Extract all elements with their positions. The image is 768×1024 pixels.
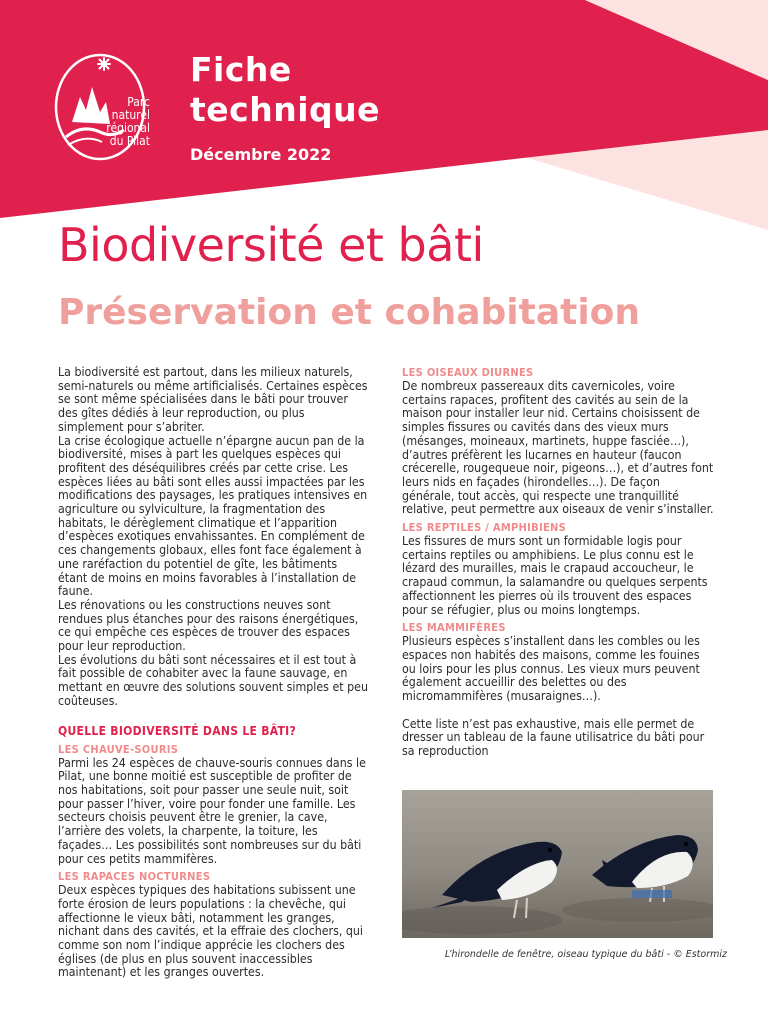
raptors-text: Deux espèces typiques des habitations subissent une forte érosion de leurs populations : la chevêche, qui affectionne le vieux bâti, notamment les granges, nichant dans des cavités, et la effraie des clochers, qui comme son nom l’indique apprécie les clochers des églises (de plus en plus souvent inaccessibles maintenant) et les granges ouvertes. bbox=[58, 883, 363, 980]
closing-text: Cette liste n’est pas exhaustive, mais elle permet de dresser un tableau de la faune utilisatrice du bâti pour sa reproduction bbox=[402, 716, 705, 759]
intro-paragraph: Les rénovations ou les constructions neuves sont rendues plus étanches pour des raisons énergétiques, ce qui empêche ces espèces de trouver des espaces pour leur reproduction. bbox=[58, 597, 359, 654]
reptiles-text: Les fissures de murs sont un formidable logis pour certains reptiles ou amphibiens. Le plus connu est le lézard des murailles, mais le crapaud accoucheur, le crapaud commun, la salamandre ou quelques serpents affectionnent les pierres où ils trouvent des espaces pour se réfugier, plus ou moins longtemps. bbox=[402, 534, 708, 617]
photo-caption: L’hirondelle de fenêtre, oiseau typique du bâti - © Estormiz bbox=[444, 949, 727, 960]
reptiles-heading: LES REPTILES / AMPHIBIENS bbox=[402, 521, 567, 535]
intro-paragraph: La crise écologique actuelle n’épargne aucun pan de la biodiversité, mises à part les quelques espèces qui profitent des déséquilibres créés par cette crise. Les espèces liées au bâti sont elles aussi impactées par les modifications des paysages, les pratiques intensives en agriculture ou sylviculture, la fragmentation des habitats, le dérèglement climatique et l’apparition d’espèces exotiques envahissantes. En complément de ces changements globaux, elles font face également à une raréfaction du potentiel de gîte, les bâtiments étant de moins en moins favorables à l’installation de faune. bbox=[58, 433, 368, 599]
fiche-title bbox=[190, 50, 380, 130]
logo-text bbox=[90, 96, 150, 148]
birds-heading: LES OISEAUX DIURNES bbox=[402, 366, 534, 379]
logo-line: régional bbox=[106, 121, 150, 135]
intro-paragraph: La biodiversité est partout, dans les milieux naturels, semi-naturels ou même artificialisés. Certaines espèces se sont même spécialisées dans le bâti pour trouver des gîtes dédiés à leur reproduction, ou plus simplement pour s’abriter. bbox=[58, 365, 368, 434]
fiche-title-line1: Fiche bbox=[190, 50, 292, 89]
fiche-title-line2: technique bbox=[190, 90, 381, 129]
right-column bbox=[402, 366, 714, 759]
bats-heading: LES CHAUVE-SOURIS bbox=[58, 742, 179, 756]
page-title: Biodiversité et bâti bbox=[58, 218, 484, 272]
logo-line: du Pilat bbox=[109, 134, 150, 148]
logo-line: Parc bbox=[127, 95, 150, 109]
birds-text: De nombreux passereaux dits cavernicoles, voire certains rapaces, profitent des cavités au sein de la maison pour installer leur nid. Certains choisissent de simples fissures ou cavités dans des vieux murs (mésanges, moineaux, martinets, huppe fasciée…), d’autres préfèrent les lucarnes en hauteur (faucon crécerelle, rougequeue noir, pigeons…), et d’autres font leurs nids en façades (hirondelles…). De façon générale, tout accès, qui respecte une tranquillité relative, peut permettre aux oiseaux de venir s’installer. bbox=[402, 379, 714, 517]
logo-line: naturel bbox=[111, 108, 150, 122]
mammals-text: Plusieurs espèces s’installent dans les combles ou les espaces non habités des maisons, comme les fouines ou loirs pour les plus connus. Les vieux murs peuvent également accueillir des belettes ou des micromammifères (musaraignes…). bbox=[402, 634, 700, 704]
section-heading: QUELLE BIODIVERSITÉ DANS LE BÂTI? bbox=[58, 723, 297, 738]
bats-text: Parmi les 24 espèces de chauve-souris connues dans le Pilat, une bonne moitié est susceptible de profiter de nos habitations, soit pour passer une seule nuit, soit pour passer l’hiver, voire pour fonder une famille. Les secteurs choisis peuvent être le grenier, la cave, l’arrière des volets, la charpente, la toiture, les façades… Les possibilités sont nombreuses sur du bâti pour ces petits mammifères. bbox=[58, 755, 366, 866]
intro-paragraph: Les évolutions du bâti sont nécessaires et il est tout à fait possible de cohabiter avec la faune sauvage, en mettant en œuvre des solutions souvent simples et peu coûteuses. bbox=[58, 652, 368, 708]
page-subtitle: Préservation et cohabitation bbox=[58, 292, 641, 333]
swallows-photo bbox=[402, 790, 713, 938]
publication-date: Décembre 2022 bbox=[190, 145, 332, 164]
left-column bbox=[58, 366, 368, 980]
mammals-heading: LES MAMMIFÈRES bbox=[402, 621, 506, 635]
raptors-heading: LES RAPACES NOCTURNES bbox=[58, 870, 211, 884]
